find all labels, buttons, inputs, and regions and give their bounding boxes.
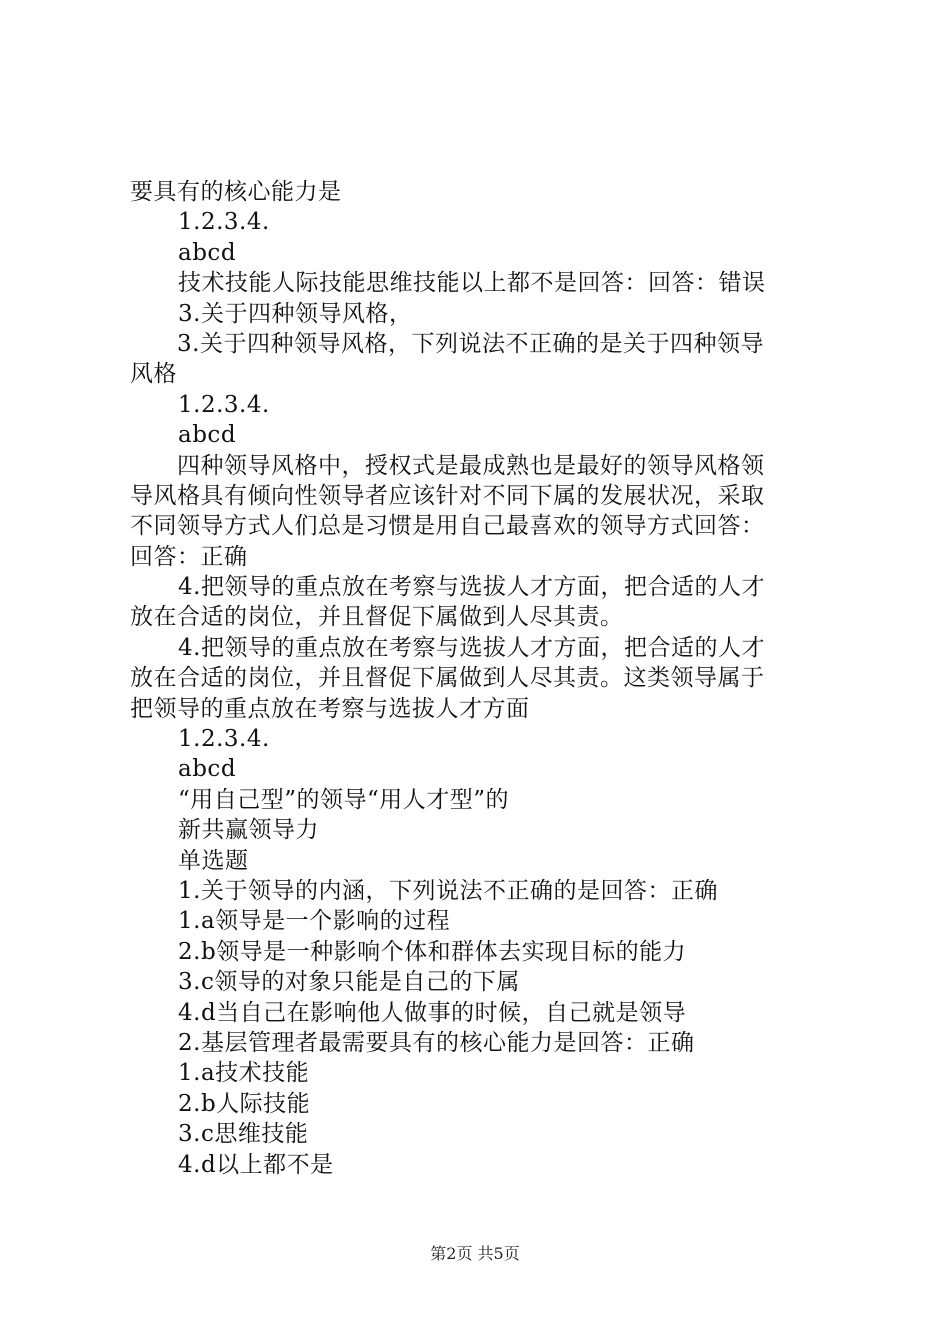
text-line: 1.2.3.4. [178,209,270,236]
text-line: 技术技能人际技能思维技能以上都不是回答：回答：错误 [178,270,766,297]
text-line: 风格 [130,361,177,388]
document-body [130,177,835,1180]
text-line: 4.把领导的重点放在考察与选拔人才方面，把合适的人才 [178,634,765,661]
text-line: 3.关于四种领导风格， [178,300,413,327]
text-line: 4.把领导的重点放在考察与选拔人才方面，把合适的人才 [178,574,765,601]
text-line: 1.关于领导的内涵，下列说法不正确的是回答：正确 [178,877,718,904]
page-number-footer: 第2页 共5页 [430,1244,520,1263]
text-line: 四种领导风格中，授权式是最成熟也是最好的领导风格领 [177,452,765,479]
text-line: 1.a领导是一个影响的过程 [178,908,451,935]
text-line: 回答：正确 [130,543,248,570]
text-line: 3.c思维技能 [178,1121,309,1148]
text-line: 4.d当自己在影响他人做事的时候，自己就是领导 [178,999,687,1026]
text-line: abcd [178,756,237,783]
text-line: 导风格具有倾向性领导者应该针对不同下属的发展状况，采取 [130,482,765,509]
text-line: 放在合适的岗位，并且督促下属做到人尽其责。 [130,604,624,631]
text-line: 3.关于四种领导风格，下列说法不正确的是关于四种领导 [177,330,764,357]
text-line: 2.b人际技能 [178,1090,311,1117]
text-line: abcd [178,239,237,266]
text-line: 1.2.3.4. [178,391,270,418]
text-line: 要具有的核心能力是 [130,179,342,205]
text-line: 4.d以上都不是 [178,1151,334,1178]
text-line: abcd [178,422,237,449]
text-line: 2.b领导是一种影响个体和群体去实现目标的能力 [178,938,687,965]
text-line: 放在合适的岗位，并且督促下属做到人尽其责。这类领导属于 [130,665,765,692]
text-line: 3.c领导的对象只能是自己的下属 [178,969,520,996]
text-line: 1.2.3.4. [178,726,270,753]
text-line: 新共赢领导力 [178,817,319,844]
text-line: 2.基层管理者最需要具有的核心能力是回答：正确 [178,1029,695,1056]
text-line: 单选题 [178,847,249,874]
text-line: 把领导的重点放在考察与选拔人才方面 [130,695,530,722]
text-line: 1.a技术技能 [178,1060,310,1087]
text-line: 不同领导方式人们总是习惯是用自己最喜欢的领导方式回答： [130,513,765,540]
text-line: “用自己型”的领导“用人才型”的 [178,786,510,813]
